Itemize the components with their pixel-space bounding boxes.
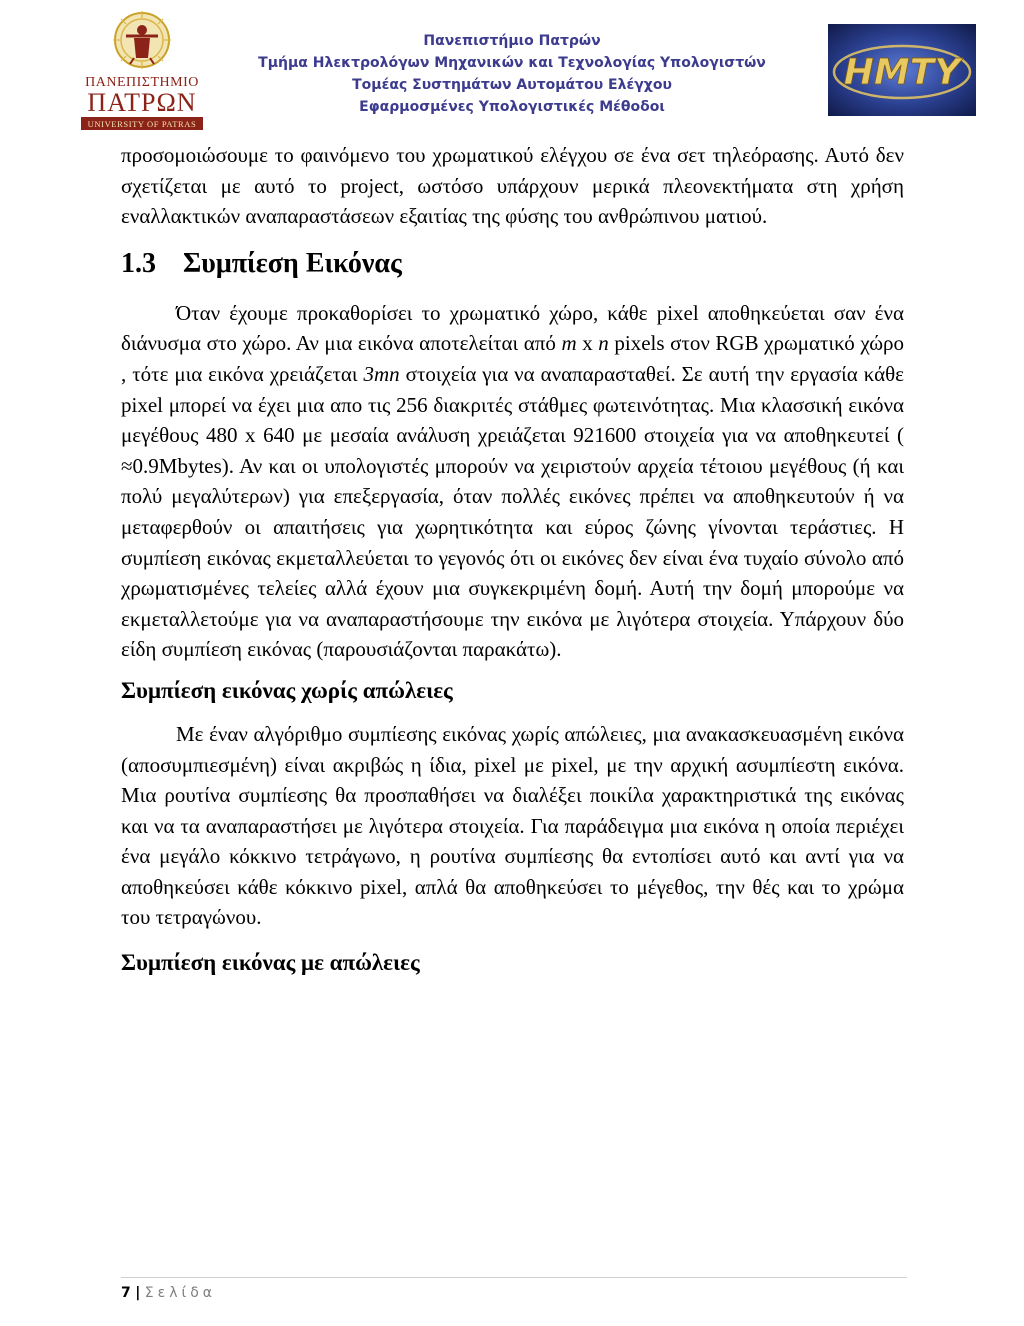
math-n: n: [598, 331, 609, 356]
page-number: 7: [121, 1285, 131, 1301]
logo-text-line-1: ΠΑΝΕΠΙΣΤΗΜΙΟ: [85, 75, 199, 90]
hmty-logo: [828, 24, 976, 116]
logo-text-line-3: UNIVERSITY OF PATRAS: [87, 119, 197, 129]
header-line-department: Τμήμα Ηλεκτρολόγων Μηχανικών και Τεχνολογίας Υπολογιστών: [258, 55, 766, 71]
paragraph-text: στοιχεία για να αναπαρασταθεί. Σε αυτή την εργασία κάθε pixel μπορεί να έχει μια απο τις 256 διακριτές στάθμες φωτεινότητας. Μια κλασσική εικόνα μεγέθους 480 x 640 με μεσαία ανάλυση χρειάζεται 921600 στοιχεία για να αποθηκευτεί ( ≈0.9Mbytes). Αν και οι υπολογιστές μπορούν να χειριστούν αρχεία τέτοιου μεγέθους (ή και πολύ μεγαλύτερων) για επεξεργασία, όταν πολλές εικόνες πρέπει να αποθηκευτούν ή να μεταφερθούν οι απαιτήσεις για χωρητικότητα και εύρος ζώνης γίνονται τεράστιες. Η συμπίεση εικόνας εκμεταλλεύεται το γεγονός ότι οι εικόνες δεν είναι ένα τυχαίο σύνολο από χρωματισμένες τελείες αλλά έχουν μια συγκεκριμένη δομή. Αυτή την δομή μπορούμε να εκμεταλλετούμε για να αναπαραστήσουμε την εικόνα με λιγότερα στοιχεία. Υπάρχουν δύο είδη συμπίεση εικόνας (παρουσιάζονται παρακάτω).: [121, 361, 904, 662]
section-title: Συμπίεση Εικόνας: [183, 247, 402, 279]
logo-text-line-2: ΠΑΤΡΩΝ: [87, 88, 197, 117]
intro-paragraph: προσομοιώσουμε το φαινόμενο του χρωματικού ελέγχου σε ένα σετ τηλεόρασης. Αυτό δεν σχετίζεται με αυτό το project, ωστόσο υπάρχουν μερικά πλεονεκτήματα στη χρήση εναλλακτικών αναπαραστάσεων εξαιτίας της φύσης του ανθρώπινου ματιού.: [121, 143, 904, 229]
section-number: 1.3: [121, 247, 156, 279]
lossless-heading: Συμπίεση εικόνας χωρίς απώλειες: [121, 677, 453, 703]
header-institution-text: [220, 30, 804, 118]
lossless-paragraph: Με έναν αλγόριθμο συμπίεσης εικόνας χωρίς απώλειες, μια ανακασκευασμένη εικόνα (αποσυμπιεσμένη) είναι ακριβώς η ίδια, pixel με pixel, με την αρχική ασυμπίεστη εικόνα. Μια ρουτίνα συμπίεσης θα προσπαθήσει να διαλέξει ποικίλα χαρακτηριστικά της εικόνας και να τα αναπαραστήσει με λιγότερα στοιχεία. Για παράδειγμα μια εικόνα η οποία περιέχει ένα μεγάλο κόκκινο τετράγωνο, η ρουτίνα συμπίεσης θα εντοπίσει αυτό και αντί για να αποθηκεύσει κάθε κόκκινο pixel, απλά θα αποθηκεύσει το μέγεθος, την θές και το χρώμα του τετραγώνου.: [121, 721, 904, 930]
paragraph-text: pixels στον RGB χρωματικό χώρο , τότε μια εικόνα χρειάζεται: [121, 331, 905, 386]
math-3mn: 3mn: [363, 361, 400, 386]
hmty-logo-text: HMTY: [843, 52, 961, 93]
page-footer: [121, 1283, 216, 1303]
footer-divider: [121, 1277, 907, 1278]
section-heading: [121, 246, 904, 282]
paragraph-text: Όταν έχουμε προκαθορίσει το χρωματικό χώρο, κάθε pixel αποθηκεύεται σαν ένα διάνυσμα στο χώρο. Αν μια εικόνα αποτελείται από: [121, 300, 904, 356]
document-body: [121, 140, 904, 991]
footer-separator: |: [135, 1285, 141, 1301]
university-of-patras-logo: [78, 6, 206, 134]
header-line-division: Τομέας Συστημάτων Αυτομάτου Ελέγχου: [352, 77, 672, 93]
page-label: Σελίδα: [144, 1285, 217, 1301]
image-compression-paragraph: [121, 298, 904, 665]
page-header: [0, 0, 1024, 140]
header-line-university: Πανεπιστήμιο Πατρών: [423, 33, 601, 49]
math-m: m: [561, 331, 577, 356]
lossy-heading: Συμπίεση εικόνας με απώλειες: [121, 950, 420, 976]
paragraph-text: x: [576, 331, 599, 356]
header-line-course: Εφαρμοσμένες Υπολογιστικές Μέθοδοι: [359, 99, 665, 115]
